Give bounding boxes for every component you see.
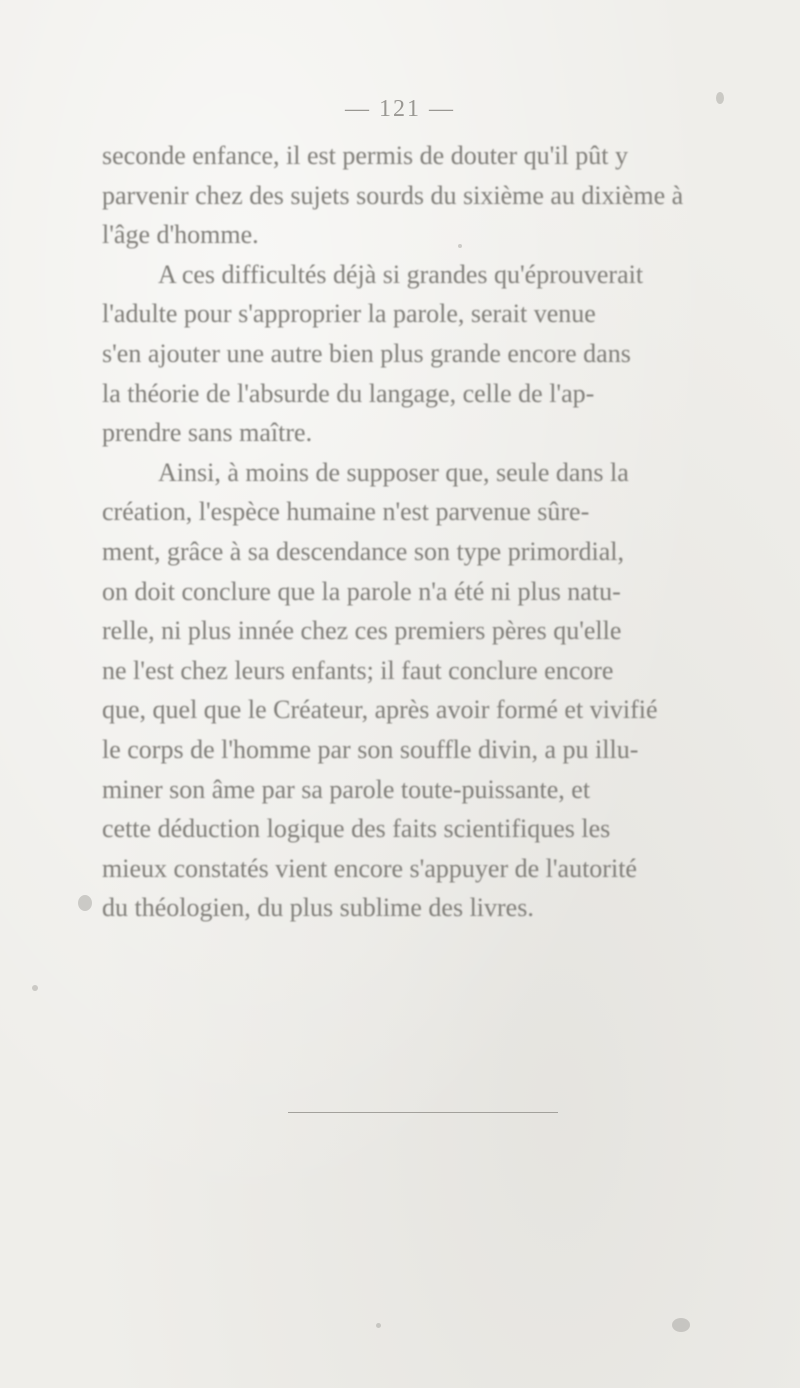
- text-line: que, quel que le Créateur, après avoir formé et vivifié: [102, 695, 658, 725]
- text-line: cette déduction logique des faits scientifiques les: [102, 814, 611, 844]
- text-line: la théorie de l'absurde du langage, celle de l'ap-: [102, 378, 595, 408]
- foxing-spot: [458, 244, 462, 248]
- text-line: A ces difficultés déjà si grandes qu'éprouverait: [158, 259, 644, 289]
- text-line: seconde enfance, il est permis de douter qu'il pût y: [102, 141, 628, 170]
- foxing-spot: [78, 895, 92, 911]
- section-rule: [288, 1112, 558, 1113]
- foxing-spot: [672, 1318, 690, 1332]
- page-number: — 121 —: [345, 96, 455, 122]
- text-line: miner son âme par sa parole toute-puissante, et: [102, 774, 591, 804]
- bleed-through-text-lower: [60, 985, 760, 1213]
- text-line: l'adulte pour s'approprier la parole, serait venue: [102, 299, 596, 329]
- text-line: relle, ni plus innée chez ces premiers pères qu'elle: [102, 616, 622, 646]
- text-line: ne l'est chez leurs enfants; il faut conclure encore: [102, 655, 614, 685]
- text-line: le corps de l'homme par son souffle divin, a pu illu-: [102, 734, 639, 764]
- text-line: parvenir chez des sujets sourds du sixième au dixième à: [102, 180, 684, 210]
- text-line: on doit conclure que la parole n'a été ni plus natu-: [102, 576, 621, 606]
- foxing-spot: [32, 985, 38, 991]
- text-line: du théologien, du plus sublime des livres.: [102, 893, 534, 923]
- foxing-spot: [376, 1323, 381, 1328]
- text-line: mieux constatés vient encore s'appuyer de l'autorité: [102, 853, 637, 883]
- text-line: ment, grâce à sa descendance son type primordial,: [102, 536, 624, 566]
- body-text: [102, 136, 720, 928]
- foxing-spot: [716, 92, 724, 104]
- text-line: prendre sans maître.: [102, 418, 313, 448]
- text-line: l'âge d'homme.: [102, 220, 259, 250]
- text-line: s'en ajouter une autre bien plus grande encore dans: [102, 338, 631, 368]
- text-line: création, l'espèce humaine n'est parvenue sûre-: [102, 497, 590, 527]
- text-line: Ainsi, à moins de supposer que, seule dans la: [158, 457, 629, 487]
